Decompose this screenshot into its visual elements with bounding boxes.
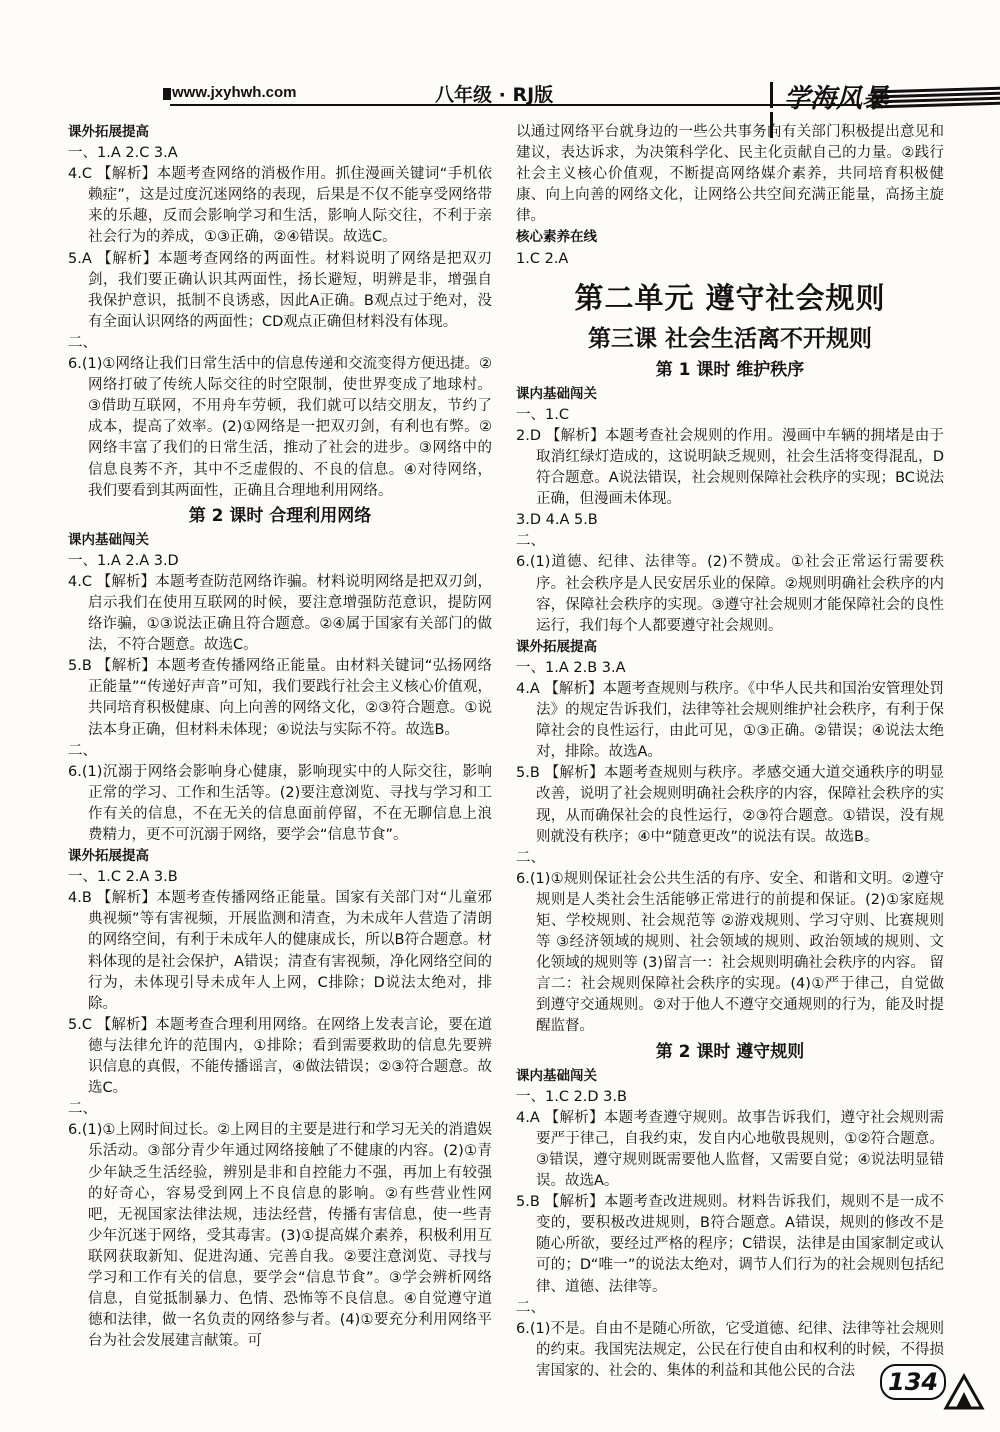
url-square-icon — [163, 88, 171, 100]
answer-line: 二、 — [68, 1101, 97, 1118]
section-heading: 课外拓展提高 — [68, 848, 149, 865]
answer-line: 一、1.A 2.A 3.D — [68, 552, 179, 569]
answer-item: 5.A 【解析】本题考查网络的两面性。材料说明了网络是把双刃剑，我们要正确认识其两面性，扬长避短，明辨是非，增强自我保护意识，抵制不良诱惑，因此A正确。B观点过于绝对，没有全面认识网络的两面性；CD观点正确但材料没有体现。 — [68, 250, 492, 330]
answer-item: 4.C 【解析】本题考查网络的消极作用。抓住漫画关键词“手机依赖症”，这是过度沉迷网络的表现，后果是不仅不能享受网络带来的乐趣，反而会影响学习和生活，影响人际交往，不利于亲社会行为的养成，①③正确，②④错误。故选C。 — [68, 166, 492, 246]
period-title: 第 2 课时 合理利用网络 — [188, 505, 372, 526]
section-heading: 课内基础闯关 — [516, 385, 597, 402]
section-heading: 课外拓展提高 — [68, 124, 149, 140]
answer-line: 二、 — [516, 849, 545, 866]
answer-item: 5.B 【解析】本题考查规则与秩序。孝感交通大道交通秩序的明显改善，说明了社会规则明确社会秩序的内容，保障社会秩序的实现，从而确保社会的良性运行，②③符合题意。①错误，没有规则就没有秩序；④中“随意更改”的说法有误。故选B。 — [516, 765, 944, 845]
answer-item: 6.(1)①规则保证社会公共生活的有序、安全、和谐和文明。②遵守规则是人类社会生活能够正常进行的前提和保证。(2)①家庭规矩、学校规则、社会规范等 ②游戏规则、学习守则、比赛规则等 ③经济领域的规则、社会领域的规则、政治领域的规则、文化领域的规则等 (3)留言一：社会规则明确社会秩序的内容。 留言二：社会规则保障社会秩序的实现。(4)①严于律己，自觉做到遵守交通规则。②对于他人不遵守交通规则的行为，能及时提醒监督。 — [516, 870, 944, 1035]
section-heading: 课外拓展提高 — [516, 638, 597, 655]
mountain-icon — [940, 1370, 986, 1410]
answer-item: 6.(1)不是。自由不是随心所欲，它受道德、纪律、法律等社会规则的约束。我国宪法规定，公民在行使自由和权利的时候，不得损害国家的、社会的、集体的利益和其他公民的合法 — [516, 1320, 944, 1379]
website-url: www.jxyhwh.com — [172, 84, 297, 101]
answer-line: 1.C 2.A — [516, 250, 569, 267]
period-title: 第 1 课时 维护秩序 — [655, 359, 805, 380]
page-number-badge — [880, 1364, 990, 1414]
answer-item: 6.(1)道德、纪律、法律等。(2)不赞成。①社会正常运行需要秩序。社会秩序是人民安居乐业的保障。②规则明确社会秩序的内容，保障社会秩序的实现。③遵守社会规则才能保障社会的良性运行，我们每个人都要遵守社会规则。 — [516, 554, 944, 634]
section-heading: 课内基础闯关 — [68, 531, 149, 548]
answer-item: 4.A 【解析】本题考查遵守规则。故事告诉我们，遵守社会规则需要严于律己，自我约束，发自内心地敬畏规则，①②符合题意。③错误，遵守规则既需要他人监督，又需要自觉；④说法明显错误。故选A。 — [516, 1109, 944, 1190]
answer-item: 6.(1)①上网时间过长。②上网目的主要是进行和学习无关的消遣娱乐活动。③部分青少年通过网络接触了不健康的内容。(2)①青少年缺乏生活经验，辨别是非和自控能力不强，再加上有较强的好奇心，容易受到网上不良信息的影响。②有些营业性网吧，无视国家法律法规，违法经营，传播有害信息，使一些青少年沉迷于网络，受其毒害。(3)①提高媒介素养，积极利用互联网获取新知、促进沟通、完善自我。②要注意浏览、寻找与学习和工作有关的信息，要学会“信息节食”。③学会辨析网络信息，自觉抵制暴力、色情、恐怖等不良信息。④自觉遵守道德和法律，做一名负责的网络参与者。(4)①要充分利用网络平台为社会发展建言献策。可 — [68, 1122, 492, 1350]
logo-text: 学海风暴 — [784, 84, 889, 114]
section-heading: 核心素养在线 — [516, 229, 597, 246]
answer-line: 一、1.C 2.D 3.B — [516, 1088, 627, 1105]
lesson-title: 第三课 社会生活离不开规则 — [587, 325, 872, 352]
answer-line: 以通过网络平台就身边的一些公共事务向有关部门积极提出意见和建议，表达诉求，为决策科学化、民主化贡献自己的力量。②践行社会主义核心价值观，不断提高网络媒介素养，共同培育积极健康、向上向善的网络文化，让网络公共空间充满正能量，高扬主旋律。 — [516, 124, 944, 225]
right-column — [516, 122, 944, 1382]
grade-edition: 八年级 · RJ版 — [435, 84, 554, 106]
answer-item: 6.(1)沉溺于网络会影响身心健康，影响现实中的人际交往，影响正常的学习、工作和生活等。(2)要注意浏览、寻找与学习和工作有关的信息，不在无关的信息面前停留，不在无聊信息上浪费精力，更不可沉溺于网络，要学会“信息节食”。 — [68, 763, 492, 843]
answer-item: 5.B 【解析】本题考查改进规则。材料告诉我们，规则不是一成不变的，要积极改进规则，B符合题意。A错误，规则的修改不是随心所欲，要经过严格的程序；C错误，法律是由国家制定或认可的；D“唯一”的说法太绝对，调节人们行为的社会规则包括纪律、道德、法律等。 — [516, 1194, 944, 1295]
answer-line: 二、 — [516, 1299, 545, 1316]
section-heading: 课内基础闯关 — [516, 1067, 597, 1084]
answer-item: 4.B 【解析】本题考查传播网络正能量。国家有关部门对“儿童邪典视频”等有害视频，开展监测和清查，为未成年人营造了清朗的网络空间，有利于未成年人的健康成长，所以B符合题意。材料体现的是社会保护，A错误；清查有害视频，净化网络空间的行为，未体现引导未成年人上网，C排除；D说法太绝对，排除。 — [68, 890, 492, 1012]
answer-line: 一、1.A 2.B 3.A — [516, 659, 626, 676]
answer-item: 4.A 【解析】本题考查规则与秩序。《中华人民共和国治安管理处罚法》的规定告诉我们，法律等社会规则维护社会秩序，有利于保障社会的良性运行，由此可见，①③正确。②错误；④说法太绝对，排除。故选A。 — [516, 680, 944, 761]
answer-line: 3.D 4.A 5.B — [516, 512, 598, 529]
answer-item: 6.(1)①网络让我们日常生活中的信息传递和交流变得方便迅捷。②网络打破了传统人际交往的时空限制，使世界变成了地球村。③借助互联网，不用舟车劳顿，我们就可以结交朋友，节约了成本，提高了效率。(2)①网络是一把双刃剑，有利也有弊。②网络丰富了我们的日常生活，推动了社会的进步。③网络中的信息良莠不齐，其中不乏虚假的、不良的信息。④对待网络，我们要看到其两面性，正确且合理地利用网络。 — [68, 356, 492, 499]
answer-item: 2.D 【解析】本题考查社会规则的作用。漫画中车辆的拥堵是由于取消红绿灯造成的，这说明缺乏规则，社会生活将变得混乱，D符合题意。A说法错误，社会规则保障社会秩序的实现；BC说法正确，但漫画未体现。 — [516, 427, 944, 508]
answer-item: 4.C 【解析】本题考查防范网络诈骗。材料说明网络是把双刃剑，启示我们在使用互联网的时候，要注意增强防范意识，提防网络诈骗，①③说法正确且符合题意。②④属于国家有关部门的做法，不符合题意。故选C。 — [68, 573, 492, 654]
left-column — [68, 122, 492, 1352]
answer-line: 二、 — [68, 742, 97, 759]
answer-line: 一、1.C 2.A 3.B — [68, 869, 178, 886]
answer-item: 5.B 【解析】本题考查传播网络正能量。由材料关键词“弘扬网络正能量”“传递好声音”可知，我们要践行社会主义核心价值观，共同培育积极健康、向上向善的网络文化，②③符合题意。①说法本身正确，但材料未体现；④说法与实际不符。故选B。 — [68, 658, 492, 738]
answer-item: 5.C 【解析】本题考查合理利用网络。在网络上发表言论，要在道德与法律允许的范围内，①排除；看到需要救助的信息先要辨识信息的真假，不能传播谣言，④做法错误；②③符合题意。故选C。 — [68, 1016, 492, 1097]
answer-line: 一、1.C — [516, 406, 569, 423]
logo-swoosh-icon — [872, 84, 1000, 110]
period-title: 第 2 课时 遵守规则 — [655, 1041, 805, 1062]
answer-line: 二、 — [516, 533, 545, 550]
answer-line: 二、 — [68, 334, 97, 351]
answer-line: 一、1.A 2.C 3.A — [68, 145, 178, 162]
page-number: 134 — [880, 1364, 946, 1400]
unit-title: 第二单元 遵守社会规则 — [574, 280, 886, 315]
page-header — [120, 78, 1000, 116]
